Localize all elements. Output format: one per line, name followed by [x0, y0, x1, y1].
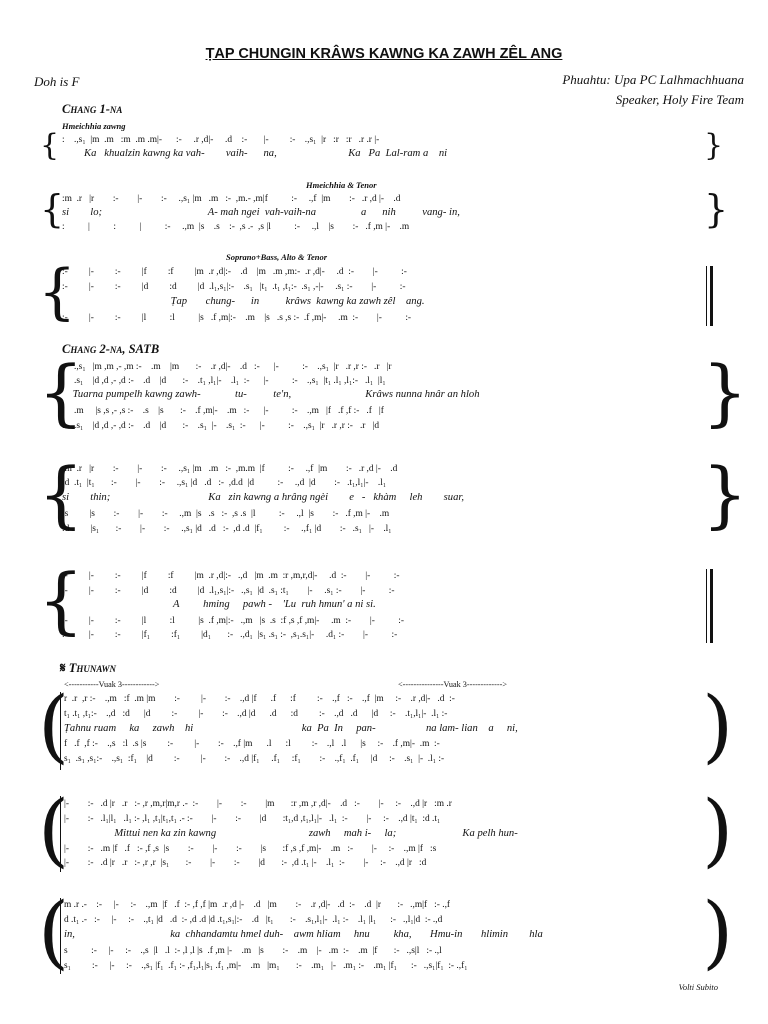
rhythm-note-left: <-----------Vuak 3------------>	[64, 680, 160, 689]
solfa-line: :m .r |r :- |- :- .,s₁ |m .m :- ,m.m |f :- .,f |m :- .r ,d |- .d	[62, 464, 398, 474]
part-label-full: Soprano+Bass, Alto & Tenor	[226, 252, 328, 262]
system-start-line	[60, 692, 61, 770]
system-brace-right: }	[702, 452, 748, 536]
solfa-line: |- :- .l₁|l₁ .l₁ :- ,l₁ ,t₁|t₁,t₁ .- :- |- :- |d :t₁,d ,t₁,l₁|- .l₁ :- |- :- .,d |t₁ :d .t₁	[64, 814, 441, 824]
system-brace-left: {	[38, 558, 84, 642]
solfa-line: : .m |s ,s ,- ,s :- .s |s :- .f ,m|- .m :- |- :- .,m |f .f ,f :- .f |f	[62, 406, 384, 416]
section-heading-chorus	[60, 660, 116, 676]
solfa-line: :- |- :- |l :l |s .f ,m|:- .m |s .s ,s :- .f ,m|- .m :- |- :-	[62, 313, 412, 323]
system-start-line	[60, 898, 61, 974]
lyric-line: Tuarna pumpelh kawng zawh- tu- te'n, Krâws nunna hnâr an hloh	[62, 389, 480, 400]
solfa-line: :s |s :- |- :- .,m |s .s :- ,s .s |l :- .,l |s :- .f ,m |- .m	[62, 509, 390, 519]
lyric-line: Ṭap chung- in krâws kawng ka zawh zêl ang.	[62, 296, 425, 307]
solfa-line: :d |s₁ :- |- :- .,s₁ |d .d :- ,d .d |f₁ :- .,f₁ |d :- .s₁ |- .l₁	[62, 524, 392, 534]
system-brace-left: {	[38, 350, 84, 434]
solfa-line: :m .r |r :- |- :- .,s₁ |m .m :- ,m.- ,m|f :- .,f |m :- .r ,d |- .d	[62, 194, 401, 204]
solfa-line: : | : | :- .,m |s .s :- ,s .- ,s |l :- .,l |s :- .f ,m |- .m	[62, 222, 410, 232]
lyric-line: Ṭahnu ruam ka zawh hi ka Pa In pan- na lam- lian a ni,	[64, 723, 518, 734]
key-signature: Doh is F	[34, 74, 80, 89]
system-brace-left: (	[38, 783, 70, 876]
part-label-women: Hmeichhia zawng	[62, 121, 126, 131]
lyric-line: si lo; A- mah ngei vah-vaih-na a nih vang- in,	[62, 207, 460, 218]
solfa-line: :d .t₁ |t₁ :- |- :- .,s₁ |d .d :- ,d.d |d :- .,d |d :- .t₁,l₁|- .l₁	[62, 478, 387, 488]
solfa-line: s :- |- :- .,s |l .l :- ,l ,l |s .f ,m |- .m |s :- .m |- .m :- .m |f :- .,s|l :- .,l	[64, 946, 442, 956]
lyric-line: si thin; Ka zin kawng a hrâng ngèi e - khàm leh suar,	[62, 492, 464, 503]
solfa-line: : .,s₁ |m .m :m .m .m|- :- .r ,d|- .d :- |- :- .,s₁ |r :r :r .r .r |-	[62, 135, 380, 145]
system-brace-left: {	[38, 257, 77, 327]
solfa-line: :- |- :- |l :l |s .f ,m|:- .,m |s .s :f ,s ,f ,m|- .m :- |- :-	[62, 616, 405, 626]
solfa-line: s₁ :- |- :- .,s₁ |f₁ .f₁ :- ,f₁,l₁|s₁ .f₁ ,m|- .m |m₁ :- .m₁ |- .m₁ :- .m₁ |f₁ :- .,s₁|f₁ :- .,f₁	[64, 961, 468, 971]
system-start-line	[60, 796, 61, 872]
solfa-line: :- |- :- |d :d |d .l₁,s₁|:- .s₁ |t₁ .t₁ ,t₁:- .s₁ ,-|- .s₁ :- |- :-	[62, 282, 406, 292]
section-heading-verse1: Chang 1-na	[62, 102, 123, 116]
system-brace-right: )	[702, 885, 734, 978]
system-brace-left: (	[38, 885, 70, 978]
solfa-line: : .,s₁ |m ,m ,- ,m :- .m |m :- .r ,d|- .d :- |- :- .,s₁ |r .r ,r :- .r |r	[62, 362, 392, 372]
solfa-line: : .s₁ |d ,d ,- ,d :- .d |d :- .t₁ ,l₁|- .l₁ :- |- :- .,s₁ |t₁ .l₁ ,l₁:- .l₁ |l₁	[62, 376, 386, 386]
system-brace-right: }	[704, 128, 724, 163]
lyric-line: Ka khualzin kawng ka vah- vaih- na, Ka Pa Lal-ram a ni	[84, 148, 448, 159]
system-brace-right: }	[704, 187, 729, 231]
rhythm-note-right: <---------------Vuak 3------------->	[398, 680, 507, 689]
solfa-line: |- :- .m |f .f :- ,f ,s |s :- |- :- |s :f ,s ,f ,m|- .m :- |- :- .,m |f :s	[64, 844, 437, 854]
solfa-line: :- |- :- |f₁ :f₁ |d₁ :- .,d₁ |s₁ .s₁ :- ,s₁.s₁|- .d₁ :- |- :-	[62, 630, 398, 640]
solfa-line: : .s₁ |d ,d ,- ,d :- .d |d :- .s₁ |- .s₁ :- |- :- .,s₁ |r .r ,r :- .r |d	[62, 421, 380, 431]
solfa-line: |- :- .d |r .r :- ,r ,r |s₁ :- |- :- |d :- ,d .t₁ |- .l₁ :- |- :- .,d |r :d	[64, 858, 427, 868]
lyric-line: in, ka chhandamtu hmel duh- awm hliam hnu kha, Hmu-in hlimin hla	[64, 929, 543, 940]
solfa-line: m .r .- :- |- :- .,m |f .f :- ,f ,f |m .r ,d |- .d |m :- .r ,d|- .d :- .d |r :- .,m|f :- .,f	[64, 900, 451, 910]
system-brace-left: {	[40, 187, 65, 231]
section-heading-verse2: Chang 2-na, SATB	[62, 342, 160, 356]
segno-icon: 𝄋	[60, 660, 66, 675]
solfa-line: d .t₁ .- :- |- :- .,t₁ |d .d :- ,d .d |d .t₁,s₁|:- .d |t₁ :- .s₁,l₁|- .l₁ :- .l₁ |l₁ :- .,l₁|d :- .,d	[64, 915, 443, 925]
system-brace-left: (	[38, 679, 70, 772]
part-label-women-tenor: Hmeichhia & Tenor	[306, 180, 377, 190]
system-brace-right: }	[702, 350, 748, 434]
solfa-line: f .f ,f :- .,s :l .s |s :- |- :- .,f |m .l :l :- .,l .l |s :- .f ,m|- .m :-	[64, 739, 440, 749]
solfa-line: :- |- :- |d :d |d .l₁,s₁|:- .,s₁ |d .s₁ :t₁ |- .s₁ :- |- :-	[62, 586, 395, 596]
system-brace-right: )	[702, 783, 734, 876]
solfa-line: s₁ .s₁ ,s₁:- .,s₁ :f₁ |d :- |- :- .,d |f₁ .f₁ :f₁ :- .,f₁ .f₁ |d :- .s₁ |- .l₁ :-	[64, 754, 445, 764]
composer-credit: Phuahtu: Upa PC Lalhmachhuana	[562, 72, 744, 87]
solfa-line: |- :- .d |r .r :- ,r ,m,r|m,r .- :- |- :- |m :r ,m ,r ,d|- .d :- |- :- .,d |r :m .r	[64, 799, 452, 809]
solfa-line: r .r ,r :- .,m :f .m |m :- |- :- .,d |f .f :f :- .,f :- .,f |m :- .r ,d|- .d :-	[64, 694, 455, 704]
system-brace-left: {	[38, 452, 84, 536]
final-barline	[706, 266, 713, 326]
final-barline	[706, 569, 713, 643]
lyric-line: A hming pawh - 'Lu ruh hmun' a ni si.	[62, 599, 376, 610]
system-brace-right: )	[702, 679, 734, 772]
solfa-line: :- |- :- |f :f |m .r ,d|:- .d |m .m ,m:- .r ,d|- .d :- |- :-	[62, 267, 407, 277]
lyric-line: Mittui nen ka zin kawng zawh mah i- la; Ka pelh hun-	[64, 828, 518, 839]
solfa-line: :- |- :- |f :f |m .r ,d|:- .,d |m .m :r ,m,r,d|- .d :- |- :-	[62, 571, 400, 581]
system-brace-left: {	[40, 128, 60, 163]
composer-role: Speaker, Holy Fire Team	[615, 92, 744, 107]
chorus-title: Thunawn	[68, 661, 117, 675]
volti-subito-note: Volti Subito	[678, 982, 718, 992]
song-title: ṬAP CHUNGIN KRÂWS KAWNG KA ZAWH ZÊL ANG	[205, 46, 563, 62]
solfa-line: t₁ .t₁ ,t₁:- .,d :d |d :- |- :- .,d |d .d :d :- .,d .d |d :- .t₁,l₁|- .l₁ :-	[64, 709, 448, 719]
